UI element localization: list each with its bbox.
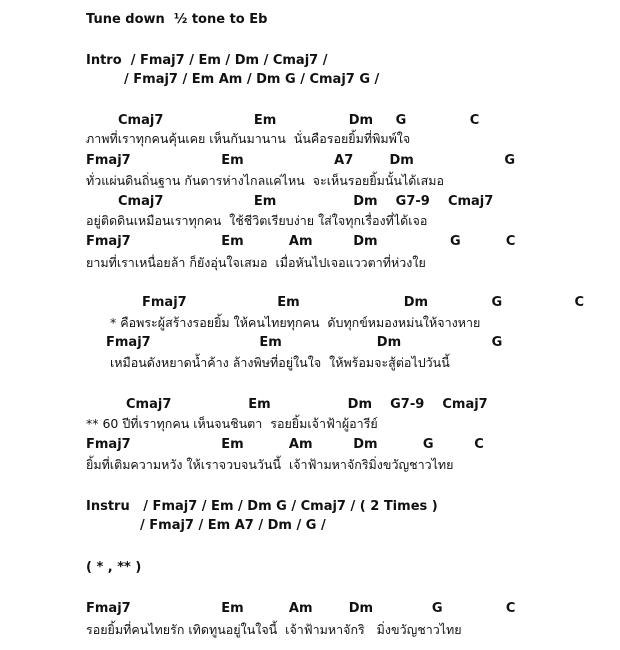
- verse1-chords-2: Fmaj7 Em A7 Dm G: [86, 153, 515, 168]
- chorus1-lyric-1: * คือพระผู้สร้างรอยยิ้ม ให้คนไทยทุกคน ดับทุกข์หมองหม่นให้จางหาย: [110, 315, 481, 330]
- verse1-chords-4: Fmaj7 Em Am Dm G C: [86, 234, 516, 249]
- chorus2-lyric-1: ** 60 ปีที่เราทุกคน เห็นจนชินตา รอยยิ้มเจ้าฟ้าผู้อารีย์: [86, 416, 378, 431]
- intro-line-1: Intro / Fmaj7 / Em / Dm / Cmaj7 /: [86, 53, 328, 68]
- outro-chords-1: Fmaj7 Em Am Dm G C: [86, 601, 516, 616]
- verse1-lyric-3: อยู่ติดดินเหมือนเราทุกคน ใช้ชีวิตเรียบง่าย ใส่ใจทุกเรื่องที่ได้เจอ: [86, 213, 428, 228]
- chorus2-chords-2: Fmaj7 Em Am Dm G C: [86, 437, 484, 452]
- chorus1-chords-2: Fmaj7 Em Dm G: [106, 335, 503, 350]
- verse1-chords-1: Cmaj7 Em Dm G C: [118, 113, 480, 128]
- verse1-lyric-2: ทั่วแผ่นดินถิ่นฐาน กันดารห่างไกลแค่ไหน จะเห็นรอยยิ้มนั้นได้เสมอ: [86, 173, 445, 188]
- chorus1-lyric-2: เหมือนดังหยาดน้ำค้าง ล้างพิษที่อยู่ในใจ ให้พร้อมจะสู้ต่อไปวันนี้: [110, 355, 450, 370]
- instru-line-1: Instru / Fmaj7 / Em / Dm G / Cmaj7 / ( 2 Times ): [86, 499, 438, 514]
- verse1-lyric-1: ภาพที่เราทุกคนคุ้นเคย เห็นกันมานาน นั่นคือรอยยิ้มที่พิมพ์ใจ: [86, 131, 411, 146]
- chorus1-chords-1: Fmaj7 Em Dm G C: [142, 295, 585, 310]
- outro-lyric-1: รอยยิ้มที่คนไทยรัก เทิดทูนอยู่ในใจนี้ เจ้าฟ้ามหาจักริ มิ่งขวัญชาวไทย: [86, 622, 462, 637]
- repeat-marker: ( * , ** ): [86, 560, 142, 575]
- chorus2-lyric-2: ยิ้มที่เติมความหวัง ให้เราจวบจนวันนี้ เจ้าฟ้ามหาจักริมิ่งขวัญชาวไทย: [86, 457, 454, 472]
- tuning-header: Tune down ½ tone to Eb: [86, 12, 268, 27]
- verse1-chords-3: Cmaj7 Em Dm G7-9 Cmaj7: [118, 194, 494, 209]
- verse1-lyric-4: ยามที่เราเหนื่อยล้า ก็ยังอุ่นใจเสมอ เมื่อหันไปเจอแววตาที่ห่วงใย: [86, 255, 426, 270]
- chorus2-chords-1: Cmaj7 Em Dm G7-9 Cmaj7: [126, 397, 488, 412]
- intro-line-2: / Fmaj7 / Em Am / Dm G / Cmaj7 G /: [124, 72, 380, 87]
- instru-line-2: / Fmaj7 / Em A7 / Dm / G /: [140, 518, 326, 533]
